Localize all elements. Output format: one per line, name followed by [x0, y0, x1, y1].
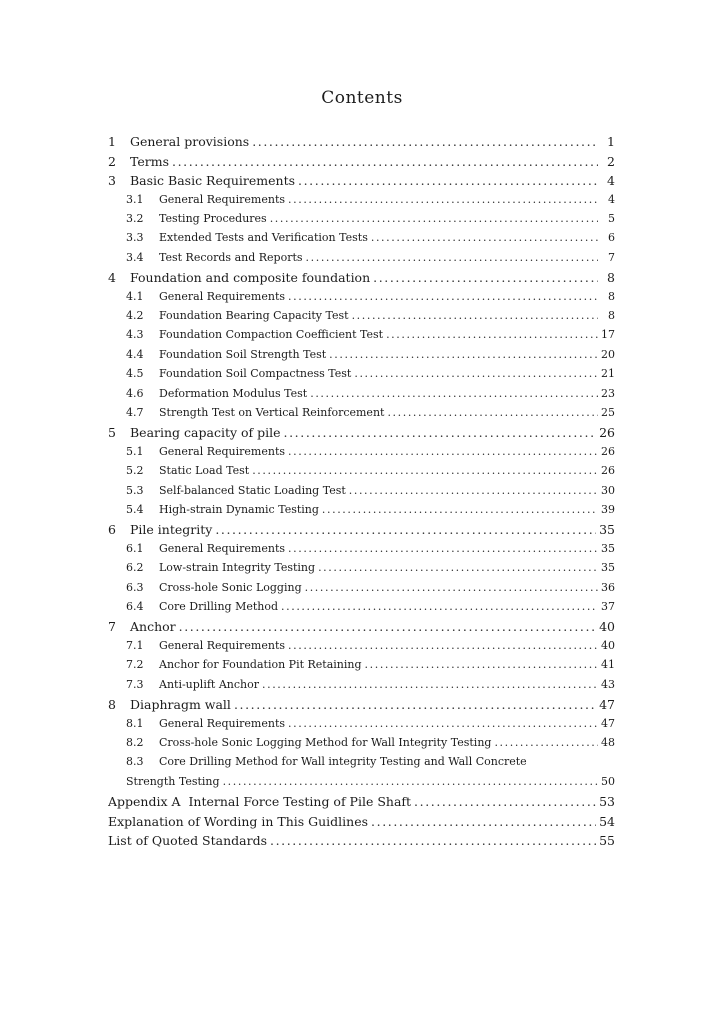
- toc-number: 3.4: [126, 250, 144, 264]
- toc-number: 4.1: [126, 289, 144, 303]
- toc-leader-dots: [365, 658, 598, 671]
- toc-page-number: 37: [601, 600, 615, 614]
- toc-leader-dots: [252, 134, 598, 149]
- toc-leader-dots: [352, 309, 598, 322]
- toc-page-number: 17: [601, 328, 615, 342]
- toc-number: 7.2: [126, 658, 144, 672]
- toc-label: General Requirements: [159, 444, 286, 458]
- toc-page-number: 7: [608, 250, 615, 264]
- toc-label: Diaphragm wall: [130, 697, 231, 713]
- toc-section[interactable]: [108, 755, 615, 774]
- toc-page-number: 30: [601, 483, 615, 497]
- toc-section[interactable]: [108, 600, 615, 619]
- toc-section[interactable]: [108, 639, 615, 658]
- toc-label: Appendix A Internal Force Testing of Pile Shaft: [108, 794, 412, 810]
- toc-page-number: 26: [601, 444, 615, 458]
- toc-section[interactable]: [108, 542, 615, 561]
- toc-section[interactable]: [108, 406, 615, 425]
- toc-number: 5.1: [126, 444, 144, 458]
- toc-label: General Requirements: [159, 289, 286, 303]
- toc-label: Foundation Soil Strength Test: [159, 347, 327, 361]
- toc-leader-dots: [310, 387, 598, 400]
- toc-label: General Requirements: [159, 192, 286, 206]
- toc-leader-dots: [298, 173, 598, 188]
- toc-page-number: 35: [601, 541, 615, 555]
- toc-page-number: 35: [599, 522, 615, 538]
- toc-number: 4.7: [126, 405, 144, 419]
- toc-section[interactable]: [108, 503, 615, 522]
- toc-section[interactable]: [108, 309, 615, 328]
- toc-leader-dots: [281, 600, 598, 613]
- toc-page-number: 2: [607, 153, 615, 169]
- toc-section[interactable]: [108, 717, 615, 736]
- toc-page-number: 4: [608, 192, 615, 206]
- toc-label: Self-balanced Static Loading Test: [159, 483, 346, 497]
- toc-section[interactable]: [108, 193, 615, 212]
- toc-section[interactable]: [108, 484, 615, 503]
- toc-page-number: 20: [601, 347, 615, 361]
- toc-label: Anchor: [130, 619, 176, 635]
- toc-page-number: 23: [601, 386, 615, 400]
- toc-leader-dots: [354, 367, 598, 380]
- toc-page-number: 40: [601, 638, 615, 652]
- toc-number: 8.3: [126, 755, 144, 769]
- toc-number: 5.3: [126, 483, 144, 497]
- toc-page-number: 41: [601, 658, 615, 672]
- toc-leader-dots: [349, 484, 598, 497]
- toc-number: 3: [108, 173, 116, 188]
- toc-label: Strength Testing: [126, 774, 220, 788]
- toc-section[interactable]: [108, 561, 615, 580]
- toc-leader-dots: [270, 833, 596, 848]
- toc-number: 5: [108, 425, 116, 441]
- toc-label: Foundation Compaction Coefficient Test: [159, 328, 384, 342]
- toc-label: List of Quoted Standards: [108, 833, 267, 849]
- toc-number: 8.2: [126, 735, 144, 749]
- toc-leader-dots: [288, 290, 598, 303]
- toc-number: 8: [108, 697, 116, 713]
- toc-chapter[interactable]: [108, 425, 615, 445]
- toc-label: Anchor for Foundation Pit Retaining: [159, 658, 362, 672]
- toc-leader-dots: [172, 154, 598, 169]
- toc-leader-dots: [179, 619, 596, 634]
- toc-page-number: 8: [607, 270, 615, 286]
- toc-section[interactable]: [108, 387, 615, 406]
- toc-number: 5.2: [126, 464, 144, 478]
- toc-section[interactable]: [108, 328, 615, 347]
- table-of-contents: [108, 134, 615, 853]
- toc-number: 3.3: [126, 231, 144, 245]
- toc-page-number: 36: [601, 580, 615, 594]
- toc-section[interactable]: [108, 445, 615, 464]
- toc-label: Cross-hole Sonic Logging: [159, 580, 302, 594]
- toc-page-number: 47: [601, 716, 615, 730]
- toc-back-matter[interactable]: [108, 814, 615, 834]
- toc-section[interactable]: [108, 348, 615, 367]
- toc-label: Core Drilling Method for Wall integrity Testing and Wall Concrete: [159, 755, 527, 769]
- toc-page-number: 35: [601, 561, 615, 575]
- toc-label: Basic Basic Requirements: [130, 173, 296, 188]
- toc-label: Strength Test on Vertical Reinforcement: [159, 405, 385, 419]
- toc-section[interactable]: [108, 678, 615, 697]
- toc-appendix[interactable]: [108, 794, 615, 814]
- toc-section[interactable]: [108, 736, 615, 755]
- toc-number: 4.3: [126, 328, 144, 342]
- toc-page-number: 48: [601, 735, 615, 749]
- toc-page-number: 43: [601, 677, 615, 691]
- toc-number: 8.1: [126, 716, 144, 730]
- toc-leader-dots: [387, 406, 598, 419]
- toc-leader-dots: [262, 678, 598, 691]
- toc-number: 7.1: [126, 638, 144, 652]
- toc-page-number: 4: [607, 173, 615, 188]
- toc-chapter[interactable]: [108, 522, 615, 542]
- toc-leader-dots: [305, 581, 598, 594]
- toc-leader-dots: [284, 425, 597, 440]
- toc-leader-dots: [252, 464, 598, 477]
- toc-section[interactable]: [108, 581, 615, 600]
- toc-label: Foundation and composite foundation: [130, 270, 371, 286]
- toc-leader-dots: [288, 445, 598, 458]
- toc-number: 4.4: [126, 347, 144, 361]
- toc-page-number: 1: [607, 134, 615, 149]
- toc-chapter[interactable]: [108, 134, 615, 154]
- toc-page-number: 26: [601, 464, 615, 478]
- toc-number: 6.2: [126, 561, 144, 575]
- toc-page-number: 21: [601, 367, 615, 381]
- toc-label: Anti-uplift Anchor: [159, 677, 259, 691]
- toc-section[interactable]: [108, 290, 615, 309]
- toc-chapter[interactable]: [108, 154, 615, 174]
- toc-leader-dots: [288, 193, 598, 206]
- toc-page-number: 50: [601, 774, 615, 788]
- toc-leader-dots: [386, 328, 598, 341]
- toc-number: 5.4: [126, 502, 144, 516]
- toc-chapter[interactable]: [108, 173, 615, 193]
- toc-leader-dots: [373, 270, 598, 285]
- toc-leader-dots: [215, 522, 596, 537]
- toc-label: General Requirements: [159, 541, 286, 555]
- toc-page-number: 40: [599, 619, 615, 635]
- toc-section[interactable]: [108, 231, 615, 250]
- toc-label: Core Drilling Method: [159, 600, 279, 614]
- toc-label: Pile integrity: [130, 522, 213, 538]
- toc-page-number: 5: [608, 211, 615, 225]
- toc-section[interactable]: [108, 367, 615, 386]
- toc-number: 3.1: [126, 192, 144, 206]
- toc-label: Test Records and Reports: [159, 250, 303, 264]
- toc-label: Low-strain Integrity Testing: [159, 561, 316, 575]
- toc-label: General Requirements: [159, 716, 286, 730]
- toc-number: 4.2: [126, 308, 144, 322]
- toc-number: 4.5: [126, 367, 144, 381]
- toc-back-matter[interactable]: [108, 833, 615, 853]
- toc-leader-dots: [494, 736, 598, 749]
- toc-section-continued[interactable]: [108, 775, 615, 794]
- toc-label: Terms: [130, 153, 170, 169]
- toc-label: Extended Tests and Verification Tests: [159, 231, 368, 245]
- toc-label: General provisions: [130, 134, 250, 149]
- toc-label: Explanation of Wording in This Guidlines: [108, 813, 369, 829]
- toc-number: 1: [108, 134, 116, 149]
- toc-leader-dots: [371, 814, 596, 829]
- toc-page-number: 8: [608, 308, 615, 322]
- toc-page-number: 6: [608, 231, 615, 245]
- toc-label: Deformation Modulus Test: [159, 386, 308, 400]
- toc-page-number: 47: [599, 697, 615, 713]
- toc-number: 6.3: [126, 580, 144, 594]
- toc-number: 2: [108, 153, 116, 169]
- toc-leader-dots: [329, 348, 598, 361]
- toc-label: Foundation Soil Compactness Test: [159, 367, 352, 381]
- toc-leader-dots: [288, 717, 598, 730]
- toc-section[interactable]: [108, 464, 615, 483]
- toc-page-number: 26: [599, 425, 615, 441]
- toc-page-number: 54: [599, 813, 615, 829]
- toc-leader-dots: [318, 561, 598, 574]
- toc-label: Testing Procedures: [159, 211, 267, 225]
- toc-leader-dots: [414, 794, 596, 809]
- toc-leader-dots: [223, 775, 598, 788]
- toc-number: 7: [108, 619, 116, 635]
- toc-leader-dots: [270, 212, 598, 225]
- toc-label: General Requirements: [159, 638, 286, 652]
- toc-leader-dots: [234, 697, 596, 712]
- toc-number: 7.3: [126, 677, 144, 691]
- toc-label: Foundation Bearing Capacity Test: [159, 308, 349, 322]
- toc-number: 6.1: [126, 541, 144, 555]
- toc-number: 6: [108, 522, 116, 538]
- toc-leader-dots: [288, 542, 598, 555]
- toc-page-number: 39: [601, 502, 615, 516]
- toc-chapter[interactable]: [108, 270, 615, 290]
- toc-label: Bearing capacity of pile: [130, 425, 281, 441]
- toc-number: 4.6: [126, 386, 144, 400]
- toc-page-number: 53: [599, 794, 615, 810]
- toc-page-number: 55: [599, 833, 615, 849]
- toc-label: Cross-hole Sonic Logging Method for Wall Integrity Testing: [159, 735, 492, 749]
- toc-label: Static Load Test: [159, 464, 250, 478]
- toc-label: High-strain Dynamic Testing: [159, 502, 319, 516]
- toc-leader-dots: [306, 251, 598, 264]
- page-title: Contents: [321, 88, 403, 108]
- toc-leader-dots: [371, 231, 598, 244]
- toc-number: 3.2: [126, 211, 144, 225]
- toc-section[interactable]: [108, 212, 615, 231]
- toc-number: 4: [108, 270, 116, 286]
- toc-section[interactable]: [108, 251, 615, 270]
- toc-leader-dots: [288, 639, 598, 652]
- toc-leader-dots: [322, 503, 598, 516]
- toc-chapter[interactable]: [108, 697, 615, 717]
- toc-section[interactable]: [108, 658, 615, 677]
- toc-page-number: 25: [601, 405, 615, 419]
- toc-page-number: 8: [608, 289, 615, 303]
- toc-chapter[interactable]: [108, 619, 615, 639]
- toc-number: 6.4: [126, 600, 144, 614]
